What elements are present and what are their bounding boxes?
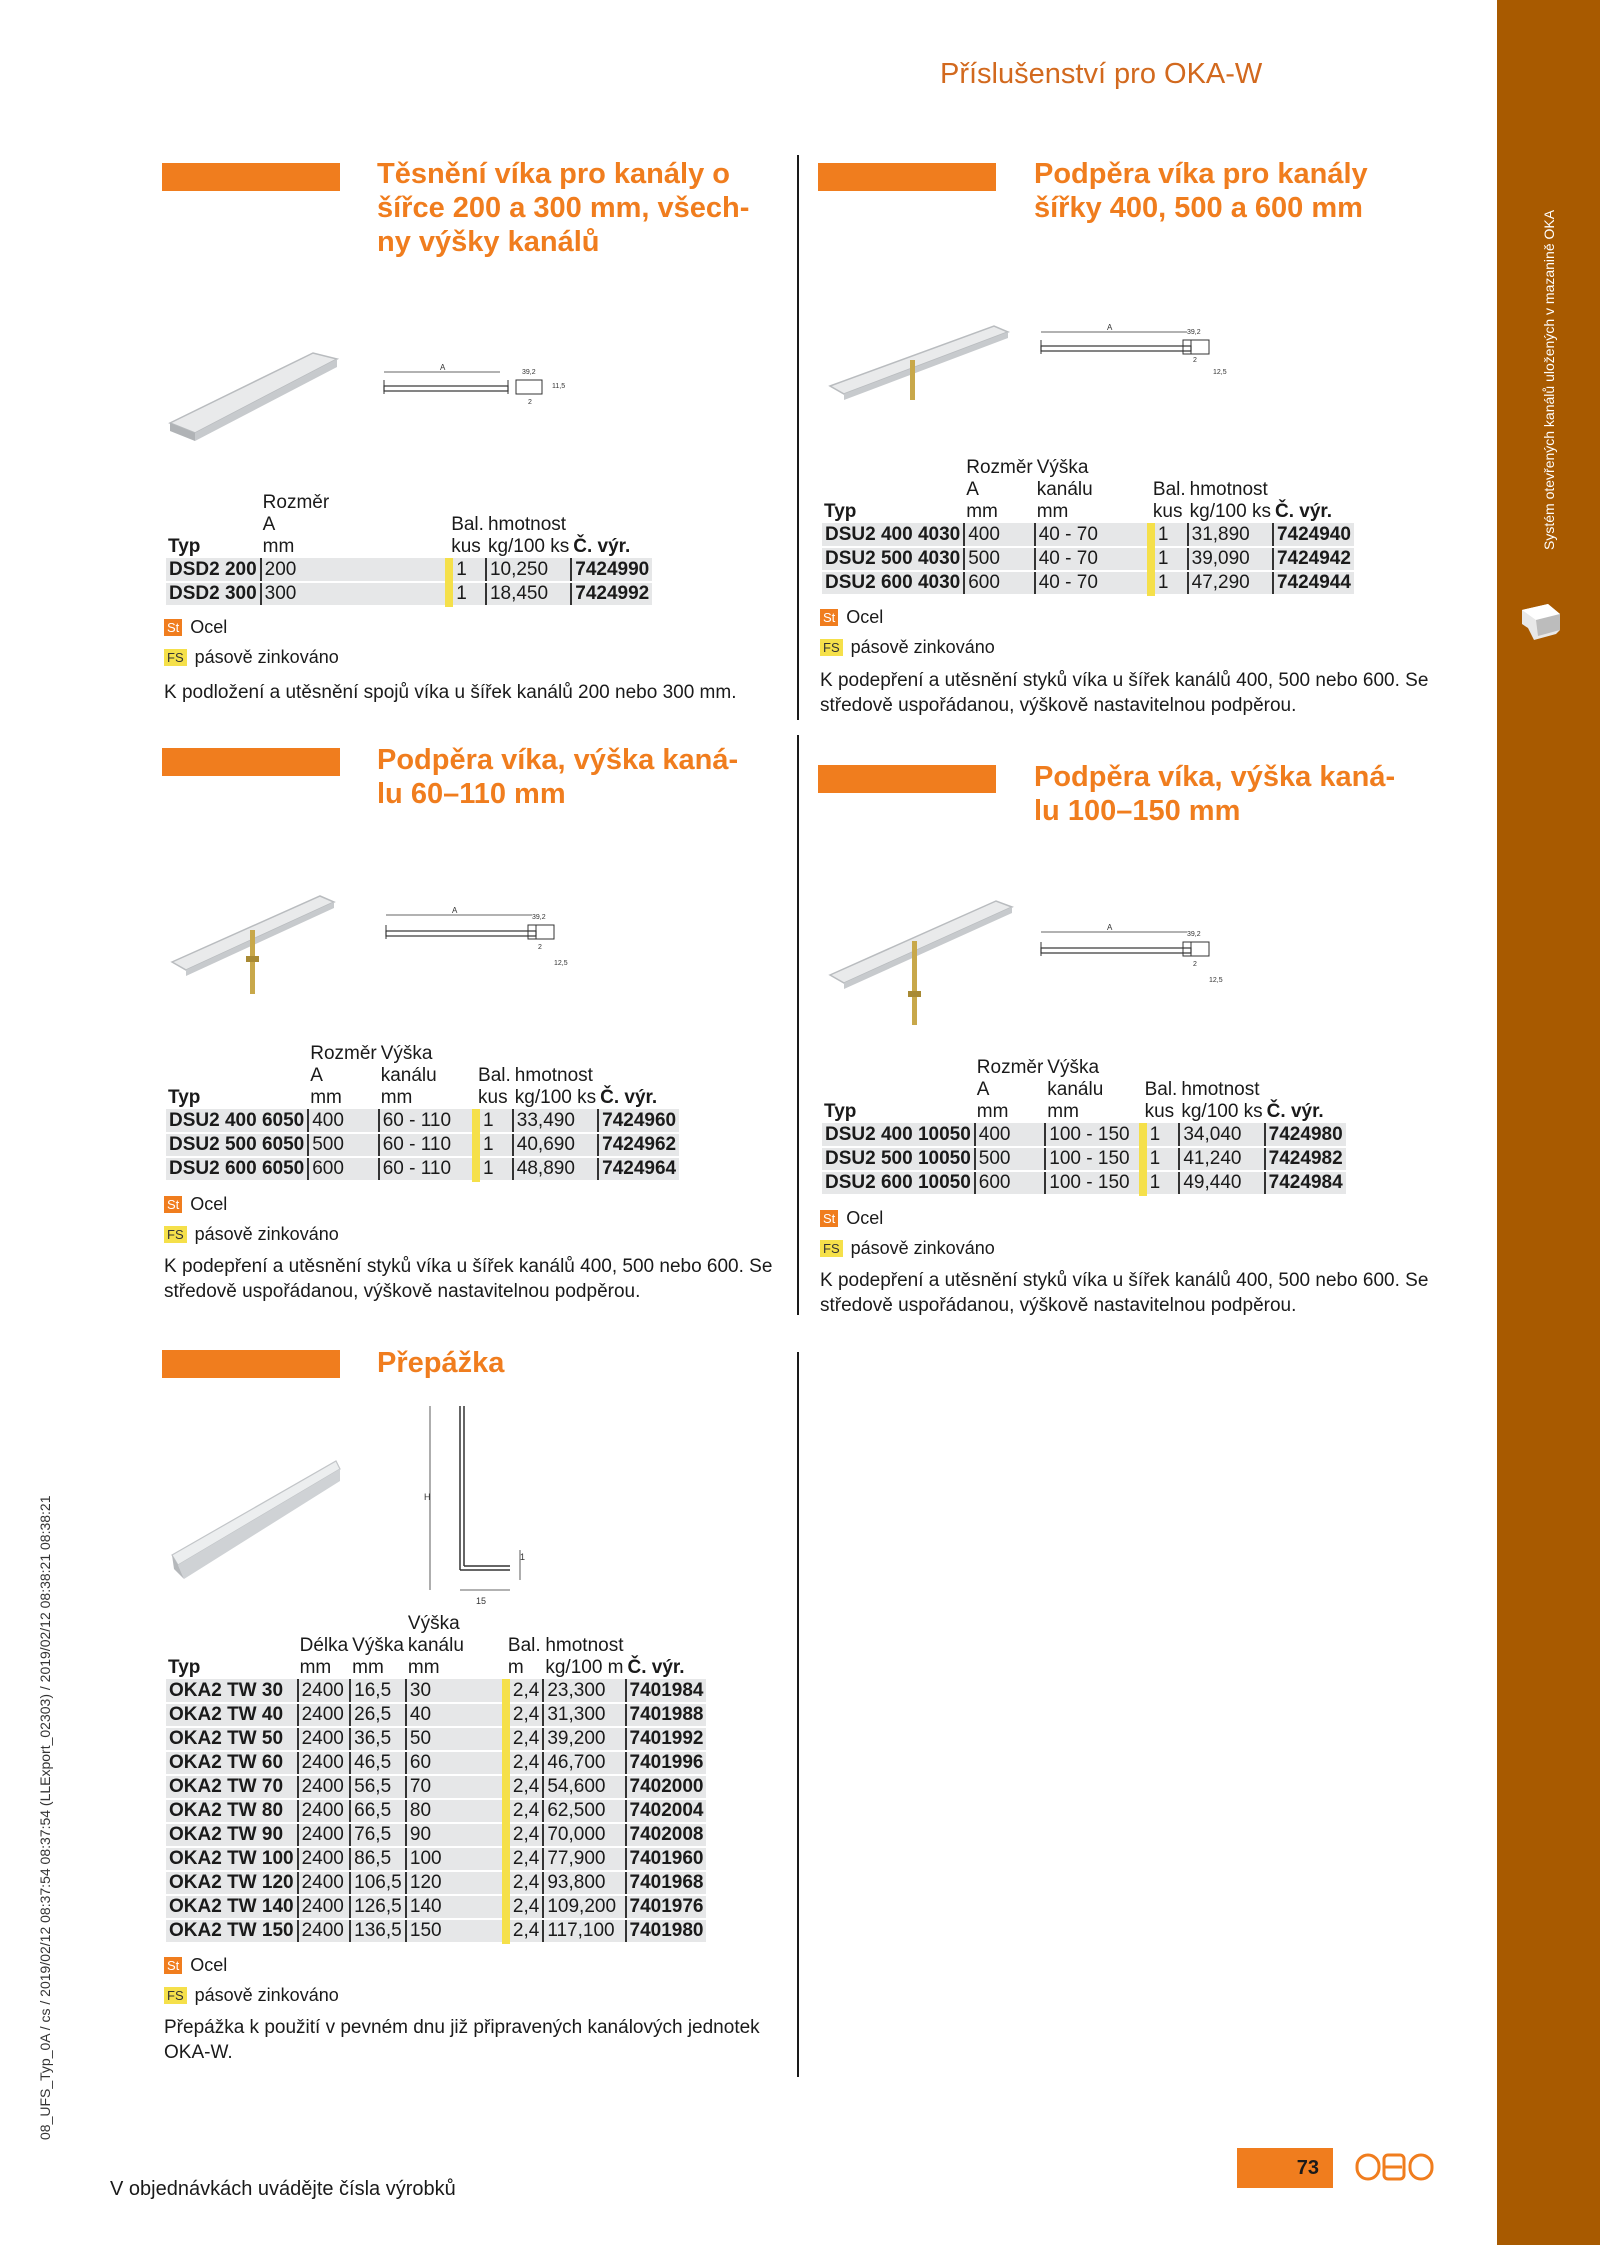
- table-row: OKA2 TW 40 2400 26,5 40 2,4 31,300 7401988: [166, 1703, 706, 1727]
- dimension-drawing-oka2tw: [420, 1400, 540, 1620]
- table-row: OKA2 TW 150 2400 136,5 150 2,4 117,100 7401980: [166, 1919, 706, 1943]
- table-row: OKA2 TW 80 2400 66,5 80 2,4 62,500 7402004: [166, 1799, 706, 1823]
- material-st: St Ocel: [164, 617, 227, 638]
- material-st: St Ocel: [820, 1208, 883, 1229]
- svg-text:39,2: 39,2: [532, 914, 546, 921]
- table-row: DSU2 500 6050 500 60 - 110 1 40,690 7424962: [166, 1133, 679, 1157]
- material-fs: FS pásově zinkováno: [164, 1985, 339, 2006]
- description-dsu2-6050: K podepření a utěsnění styků víka u šířek kanálů 400, 500 nebo 600. Se středově uspořádanou, výškově nastavitelnou podpěrou.: [164, 1256, 773, 1302]
- header-rozmer: Rozměr A mm: [310, 1043, 377, 1108]
- cover-support-image: [826, 895, 1016, 1030]
- table-row: OKA2 TW 50 2400 36,5 50 2,4 39,200 7401992: [166, 1727, 706, 1751]
- divider-line-mid: [797, 735, 799, 1315]
- header-bal: Bal. kus: [1152, 479, 1186, 522]
- svg-text:39,2: 39,2: [522, 369, 536, 376]
- cover-support-image: [168, 890, 338, 1000]
- svg-text:A: A: [452, 906, 458, 915]
- side-vertical-text: Systém otevřených kanálů uložených v mazanině OKA: [1541, 209, 1557, 550]
- table-row: OKA2 TW 30 2400 16,5 30 2,4 23,300 7401984: [166, 1679, 706, 1703]
- header-hmotnost: hmotnost kg/100 ks: [514, 1065, 597, 1108]
- table-row: DSU2 400 6050 400 60 - 110 1 33,490 7424960: [166, 1109, 679, 1133]
- header-typ: Typ: [168, 536, 201, 557]
- section-title-dsu2-4030: Podpěra víka pro kanály šířky 400, 500 a 600 mm: [1034, 158, 1368, 224]
- partition-image: [168, 1455, 348, 1585]
- section-title-dsd2: Těsnění víka pro kanály o šířce 200 a 300 mm, všech- ny výšky kanálů: [377, 158, 750, 258]
- table-dsu2-4030: [822, 457, 1354, 596]
- table-row: OKA2 TW 100 2400 86,5 100 2,4 77,900 7401960: [166, 1847, 706, 1871]
- section-title-oka2tw: Přepážka: [377, 1347, 505, 1379]
- material-fs: FS pásově zinkováno: [164, 1224, 339, 1245]
- dimension-drawing-dsu2-4030: [1037, 322, 1237, 382]
- svg-text:2: 2: [528, 399, 532, 406]
- header-cvyr: Č. výr.: [573, 536, 631, 557]
- svg-text:11,5: 11,5: [552, 383, 566, 390]
- svg-text:39,2: 39,2: [1187, 329, 1201, 336]
- svg-text:H: H: [424, 1492, 431, 1502]
- table-row: OKA2 TW 90 2400 76,5 90 2,4 70,000 7402008: [166, 1823, 706, 1847]
- header-delka: Délka mm: [299, 1635, 349, 1678]
- cover-seal-image: [165, 345, 340, 445]
- header-vyska: Výška mm: [352, 1635, 404, 1678]
- header-cvyr: Č. výr.: [600, 1087, 658, 1108]
- svg-text:A: A: [440, 363, 446, 372]
- header-cvyr: Č. výr.: [627, 1657, 685, 1678]
- material-st: St Ocel: [164, 1955, 227, 1976]
- table-row: DSU2 600 6050 600 60 - 110 1 48,890 7424964: [166, 1157, 679, 1181]
- section-marker: [818, 163, 996, 191]
- header-hmotnost: hmotnost kg/100 ks: [1189, 479, 1271, 522]
- page-title: Příslušenství pro OKA-W: [940, 58, 1263, 90]
- header-rozmer: Rozměr A mm: [976, 1057, 1044, 1122]
- table-row: DSU2 500 10050 500 100 - 150 1 41,240 7424982: [822, 1147, 1346, 1171]
- table-row: DSU2 400 4030 400 40 - 70 1 31,890 7424940: [822, 523, 1354, 547]
- header-vyska-kanalu: Výška kanálu mm: [407, 1613, 464, 1678]
- svg-text:A: A: [1107, 323, 1113, 332]
- header-hmotnost: hmotnost kg/100 ks: [1181, 1079, 1263, 1122]
- obo-logo: [1356, 2152, 1434, 2182]
- print-metadata: 08_UFS_Typ_0A / cs / 2019/02/12 08:37:54 08:37:54 (LLExport_02303) / 2019/02/12 08:38:21 08:38:21: [37, 1495, 53, 2140]
- header-bal: Bal. kus: [451, 514, 484, 557]
- table-row: OKA2 TW 120 2400 106,5 120 2,4 93,800 7401968: [166, 1871, 706, 1895]
- table-row: OKA2 TW 70 2400 56,5 70 2,4 54,600 7402000: [166, 1775, 706, 1799]
- description-dsu2-10050: K podepření a utěsnění styků víka u šířek kanálů 400, 500 nebo 600. Se středově uspořádanou, výškově nastavitelnou podpěrou.: [820, 1270, 1429, 1316]
- dimension-drawing-dsu2-10050: [1037, 922, 1237, 992]
- description-dsu2-4030: K podepření a utěsnění styků víka u šířek kanálů 400, 500 nebo 600. Se středově uspořádanou, výškově nastavitelnou podpěrou.: [820, 670, 1429, 716]
- header-bal: Bal. kus: [1144, 1079, 1178, 1122]
- header-hmotnost: hmotnost kg/100 ks: [487, 514, 570, 557]
- dimension-drawing-dsd2: [380, 360, 566, 410]
- header-hmotnost: hmotnost kg/100 m: [545, 1635, 624, 1678]
- table-row: DSU2 600 4030 600 40 - 70 1 47,290 7424944: [822, 571, 1354, 595]
- svg-text:12,5: 12,5: [554, 960, 568, 967]
- svg-text:12,5: 12,5: [1209, 977, 1223, 984]
- table-dsu2-6050: [166, 1043, 679, 1182]
- description-dsd2: K podložení a utěsnění spojů víka u šířek kanálů 200 nebo 300 mm.: [164, 682, 737, 703]
- header-typ: Typ: [168, 1087, 201, 1108]
- section-marker: [162, 1350, 340, 1378]
- material-fs: FS pásově zinkováno: [820, 637, 995, 658]
- section-marker: [818, 765, 996, 793]
- header-cvyr: Č. výr.: [1274, 501, 1333, 522]
- table-dsu2-10050: [822, 1057, 1346, 1196]
- svg-text:2: 2: [538, 944, 542, 951]
- svg-text:39,2: 39,2: [1187, 931, 1201, 938]
- svg-text:15: 15: [476, 1596, 487, 1606]
- svg-text:2: 2: [1193, 357, 1197, 364]
- header-rozmer: Rozměr A mm: [262, 492, 330, 557]
- material-fs: FS pásově zinkováno: [820, 1238, 995, 1259]
- table-dsd2: [166, 492, 652, 607]
- table-row: OKA2 TW 140 2400 126,5 140 2,4 109,200 7401976: [166, 1895, 706, 1919]
- footer-note: V objednávkách uvádějte čísla výrobků: [110, 2178, 456, 2200]
- section-title-dsu2-6050: Podpěra víka, výška kaná- lu 60–110 mm: [377, 744, 739, 810]
- header-vyska: Výška kanálu mm: [1036, 457, 1093, 522]
- header-bal: Bal. m: [507, 1635, 541, 1678]
- table-row: DSD2 300 300 1 18,450 7424992: [166, 582, 652, 606]
- dimension-drawing-dsu2-6050: [382, 905, 572, 975]
- table-row: DSD2 200 200 1 10,250 7424990: [166, 558, 652, 582]
- page-number: 73: [1237, 2148, 1333, 2188]
- table-row: DSU2 400 10050 400 100 - 150 1 34,040 7424980: [822, 1123, 1346, 1147]
- header-bal: Bal. kus: [478, 1065, 511, 1108]
- material-st: St Ocel: [820, 607, 883, 628]
- header-cvyr: Č. výr.: [1266, 1101, 1324, 1122]
- cover-support-image: [826, 320, 1011, 410]
- channel-icon: [1518, 600, 1564, 640]
- table-row: DSU2 500 4030 500 40 - 70 1 39,090 7424942: [822, 547, 1354, 571]
- header-typ: Typ: [824, 501, 857, 522]
- table-row: OKA2 TW 60 2400 46,5 60 2,4 46,700 7401996: [166, 1751, 706, 1775]
- divider-line-bottom: [797, 1352, 799, 2077]
- svg-text:A: A: [1107, 923, 1113, 932]
- description-oka2tw: Přepážka k použití v pevném dnu již připravených kanálových jednotek OKA-W.: [164, 2017, 760, 2063]
- svg-text:1: 1: [520, 1552, 526, 1562]
- header-typ: Typ: [824, 1101, 857, 1122]
- section-title-dsu2-10050: Podpěra víka, výška kaná- lu 100–150 mm: [1034, 761, 1396, 827]
- material-st: St Ocel: [164, 1194, 227, 1215]
- divider-line-top: [797, 155, 799, 720]
- header-typ: Typ: [168, 1657, 201, 1678]
- header-vyska: Výška kanálu mm: [380, 1043, 437, 1108]
- svg-text:2: 2: [1193, 961, 1197, 968]
- header-vyska: Výška kanálu mm: [1047, 1057, 1104, 1122]
- section-marker: [162, 748, 340, 776]
- header-rozmer: Rozměr A mm: [966, 457, 1033, 522]
- table-oka2tw: [166, 1613, 706, 1944]
- svg-text:12,5: 12,5: [1213, 369, 1227, 376]
- table-row: DSU2 600 10050 600 100 - 150 1 49,440 7424984: [822, 1171, 1346, 1195]
- section-marker: [162, 163, 340, 191]
- material-fs: FS pásově zinkováno: [164, 647, 339, 668]
